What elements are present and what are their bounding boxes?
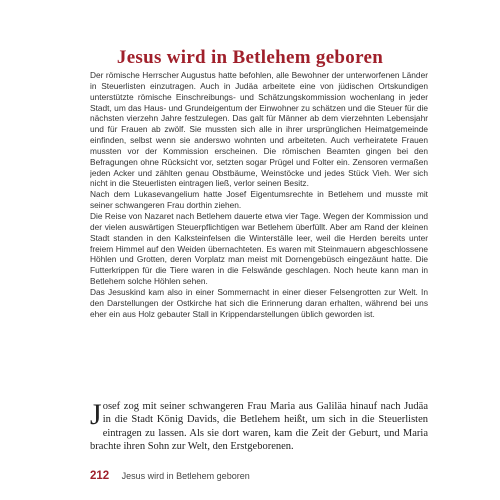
- excerpt-text: osef zog mit seiner schwangeren Frau Maria aus Galiläa hinauf nach Judäa in die Stadt König Davids, die Betlehem heißt, um sich in die Steuerlisten eintragen zu lassen. Als sie dort waren, kam die Zeit der Geburt, und Maria brachte ihren Sohn zur Welt, den Erstgeborenen.: [90, 401, 428, 453]
- chapter-title: Jesus wird in Betlehem geboren: [116, 46, 384, 68]
- paragraph-census: Der römische Herrscher Augustus hatte befohlen, alle Bewohner der unterworfenen Länder in Steuerlisten einzutragen. Auch in Judäa arbeitete eine von jüdischen Ortskundigen unterstützte römische Einschreibungs- und Schätzungskommission wochenlang in jeder Stadt, um das Haus- und Grundeigentum der Einwohner zu schätzen und die Steuer für die nächsten vierzehn Jahre festzulegen. Das galt für Männer ab dem vierzehnten Lebensjahr und für Frauen ab zwölf. Sie mussten sich alle in ihrer ursprünglichen Heimatgemeinde einfinden, selbst wenn sie anderswo wohnten und arbeiteten. Auch verheiratete Frauen mussten vor der Kommission erscheinen. Die römischen Beamten gingen bei den Befragungen ohne Rücksicht vor, setzten sogar Prügel und Folter ein. Zensoren vermaßen jeden Acker und zählten genau Obstbäume, Weinstöcke und jedes Stück Vieh. Wer sich nicht in die Steuerlisten eintragen ließ, verlor seinen Besitz.: [90, 70, 428, 189]
- page-number: 212: [90, 470, 110, 482]
- scripture-excerpt: [90, 400, 428, 458]
- paragraph-journey: Die Reise von Nazaret nach Betlehem dauerte etwa vier Tage. Wegen der Kommission und der vielen auswärtigen Steuerpflichtigen war Betlehem überfüllt. Aber am Rand der kleinen Stadt standen in den Kalksteinfelsen die Winterställe leer, weil die Herden bereits unter freiem Himmel auf den Weiden übernachteten. Es waren mit Steinmauern abgeschlossene Höhlen und Grotten, deren Vorplatz man meist mit Dornengebüsch eingezäunt hatte. Die Futterkrippen für die Tiere waren in die Felswände geschlagen. Noch heute kann man in Betlehem solche Höhlen sehen.: [90, 210, 428, 287]
- body-text: [90, 70, 428, 388]
- running-head: Jesus wird in Betlehem geboren: [121, 471, 250, 481]
- page-footer: [90, 466, 428, 480]
- paragraph-birth-grotto: Das Jesuskind kam also in einer Sommernacht in einer dieser Felsengrotten zur Welt. In den Darstellungen der Ostkirche hat sich die Erinnerung daran erhalten, während bei uns eher ein aus Holz gebauter Stall in Krippendarstellungen üblich geworden ist.: [90, 286, 428, 319]
- paragraph-luke: Nach dem Lukasevangelium hatte Josef Eigentumsrechte in Betlehem und musste mit seiner schwangeren Frau dorthin ziehen.: [90, 189, 428, 211]
- drop-cap: J: [90, 400, 102, 431]
